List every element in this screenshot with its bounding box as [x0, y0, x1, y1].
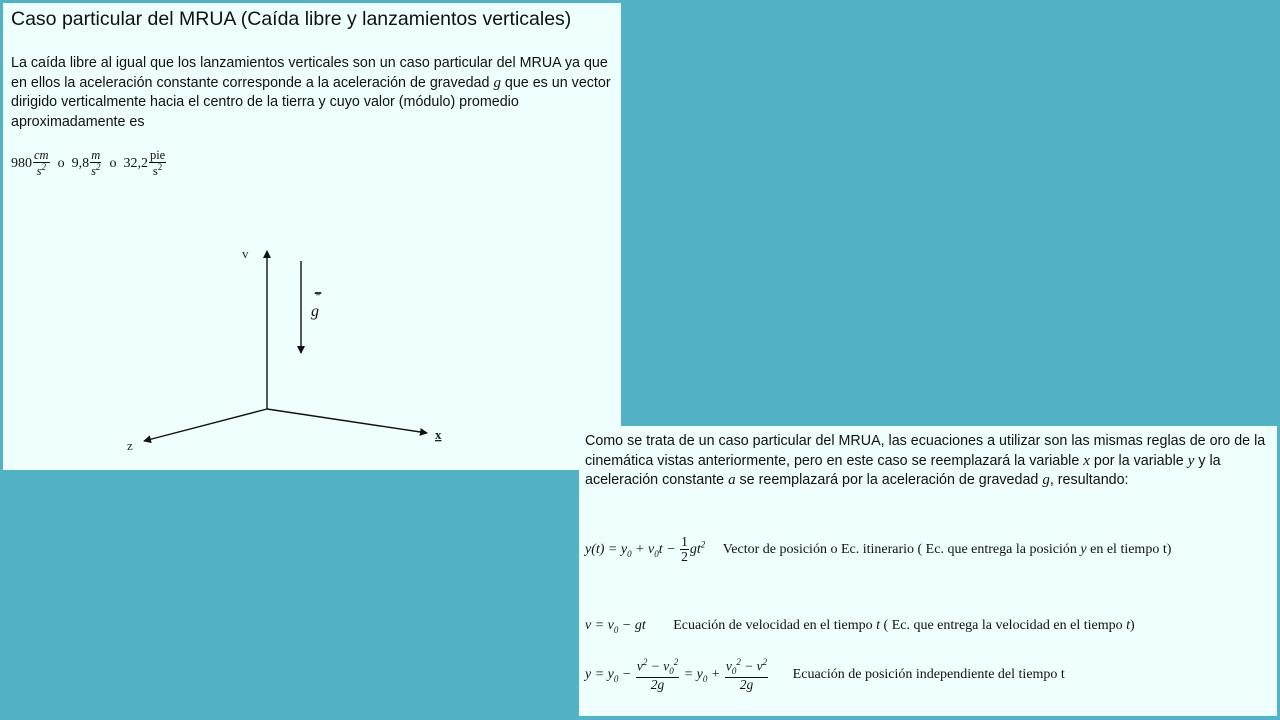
position-equation	[585, 535, 1171, 564]
gravity-vector-label: g	[311, 303, 319, 320]
equations-intro-paragraph	[585, 432, 1271, 491]
eq3-exp: 2	[642, 657, 648, 667]
eq1-desc-b: en el tiempo t)	[1086, 541, 1172, 557]
y-axis-label: v	[242, 246, 249, 261]
eq1-half-fraction	[680, 535, 689, 564]
eq3-op1: −	[618, 667, 635, 683]
vector-mark-icon	[315, 293, 321, 295]
eq3-exp: 2	[673, 657, 679, 667]
eq3-op3: +	[707, 667, 724, 683]
eq2-desc-a: Ecuación de velocidad en el tiempo	[673, 618, 877, 633]
eq1-desc-a: Vector de posición o Ec. itinerario ( Ec. que entrega la posición	[722, 541, 1081, 557]
unit-num: cm	[34, 148, 49, 162]
eq2-formula-a: v = v	[585, 618, 614, 633]
separator-o: o	[109, 155, 117, 171]
page-title: Caso particular del MRUA (Caída libre y lanzamientos verticales)	[11, 8, 572, 30]
symbol-a: a	[728, 472, 736, 488]
eq2-desc-sym: t	[876, 618, 881, 633]
eq3-f2-num-b: − v	[740, 658, 763, 674]
eq3-description: Ecuación de posición independiente del tiempo t	[792, 667, 1065, 683]
z-axis-line	[144, 409, 267, 441]
eq3-sub-0: 0	[613, 673, 619, 684]
symbol-g: g	[1042, 472, 1050, 488]
right-text-a: Como se trata de un caso particular del MRUA, las ecuaciones a utilizar son las mismas reglas de oro de la cinemática vistas anteriormente, pero en este caso se reemplazará la variable	[585, 433, 1266, 469]
symbol-y: y	[1187, 452, 1195, 469]
eq3-f1-den: 2g	[636, 677, 679, 692]
eq2-desc-b: ( Ec. que entrega la velocidad en el tiempo	[880, 618, 1127, 633]
eq2-desc-c: )	[1129, 618, 1135, 633]
eq1-desc-sym: y	[1080, 541, 1087, 557]
eq2-formula-b: − gt	[618, 618, 646, 633]
time-independent-equation	[585, 658, 1065, 692]
eq1-tail: gt	[689, 541, 701, 557]
eq3-exp: 2	[736, 657, 741, 667]
eq2-sub-0: 0	[613, 624, 619, 635]
eq3-sub: 0	[731, 666, 737, 677]
unit-exp: 2	[95, 162, 101, 173]
right-text-c: y la aceleración constante	[585, 452, 1221, 488]
axes-diagram	[3, 3, 621, 470]
eq3-f1-num-a: v	[636, 658, 643, 674]
eq3-sub: 0	[669, 666, 674, 677]
intro-text-a: La caída libre al igual que los lanzamientos verticales son un caso particular del MRUA ya que en ellos la aceleración constante corresponde a la aceleración de gravedad	[11, 55, 608, 91]
right-text-d: se reemplazará por la aceleración de gravedad	[735, 472, 1043, 488]
symbol-x: x	[1083, 452, 1090, 469]
unit-exp: 2	[157, 162, 163, 173]
eq1-sub-0: 0	[627, 548, 632, 559]
unit-exp: 2	[41, 162, 46, 173]
left-slide-panel	[3, 3, 621, 470]
x-axis-line	[267, 409, 427, 433]
eq3-op2: = y	[680, 667, 703, 683]
eq3-f1-num-b: − v	[647, 658, 670, 674]
value-980: 980	[11, 155, 32, 171]
unit-den: s	[36, 164, 42, 179]
velocity-equation	[585, 618, 1135, 635]
separator-o: o	[57, 155, 65, 171]
eq1-frac-num: 1	[681, 534, 688, 549]
eq2-description	[673, 618, 1134, 633]
right-slide-panel	[579, 426, 1277, 716]
eq3-sub-0b: 0	[702, 673, 708, 684]
right-text-e: , resultando:	[1049, 472, 1129, 488]
eq2-desc-sym2: t	[1126, 618, 1130, 633]
unit-den: s	[91, 164, 96, 179]
eq3-f2-num-a: v	[725, 658, 732, 674]
z-axis-label: z	[127, 438, 133, 453]
eq1-exp: 2	[700, 539, 706, 550]
unit-num: m	[91, 148, 101, 162]
eq1-frac-den: 2	[681, 549, 688, 565]
eq3-formula	[585, 657, 769, 692]
unit-num: pie	[149, 148, 166, 162]
value-32-2: 32,2	[123, 155, 148, 171]
intro-text-b: que es un vector dirigido verticalmente hacia el centro de la tierra y cuyo valor (módulo) promedio aproximadamente es	[11, 74, 611, 130]
eq1-sub-0b: 0	[654, 548, 659, 559]
x-axis-label: x	[435, 427, 442, 442]
eq3-lhs: y = y	[585, 667, 614, 683]
eq3-exp: 2	[762, 657, 768, 667]
eq1-lhs: y(t) = y	[585, 541, 628, 557]
eq1-mid: + v	[631, 541, 655, 557]
eq3-fraction-2	[725, 658, 768, 692]
eq1-mid2: t −	[658, 541, 680, 557]
eq3-f2-den: 2g	[725, 677, 768, 692]
right-text-b: por la variable	[1089, 452, 1188, 469]
eq2-formula	[585, 618, 646, 633]
eq3-fraction-1	[636, 658, 679, 692]
unit-den: s	[152, 164, 158, 179]
eq1-formula	[585, 534, 706, 565]
eq1-description	[723, 542, 1172, 557]
gravity-symbol: g	[493, 74, 501, 91]
value-9-8: 9,8	[71, 155, 90, 171]
